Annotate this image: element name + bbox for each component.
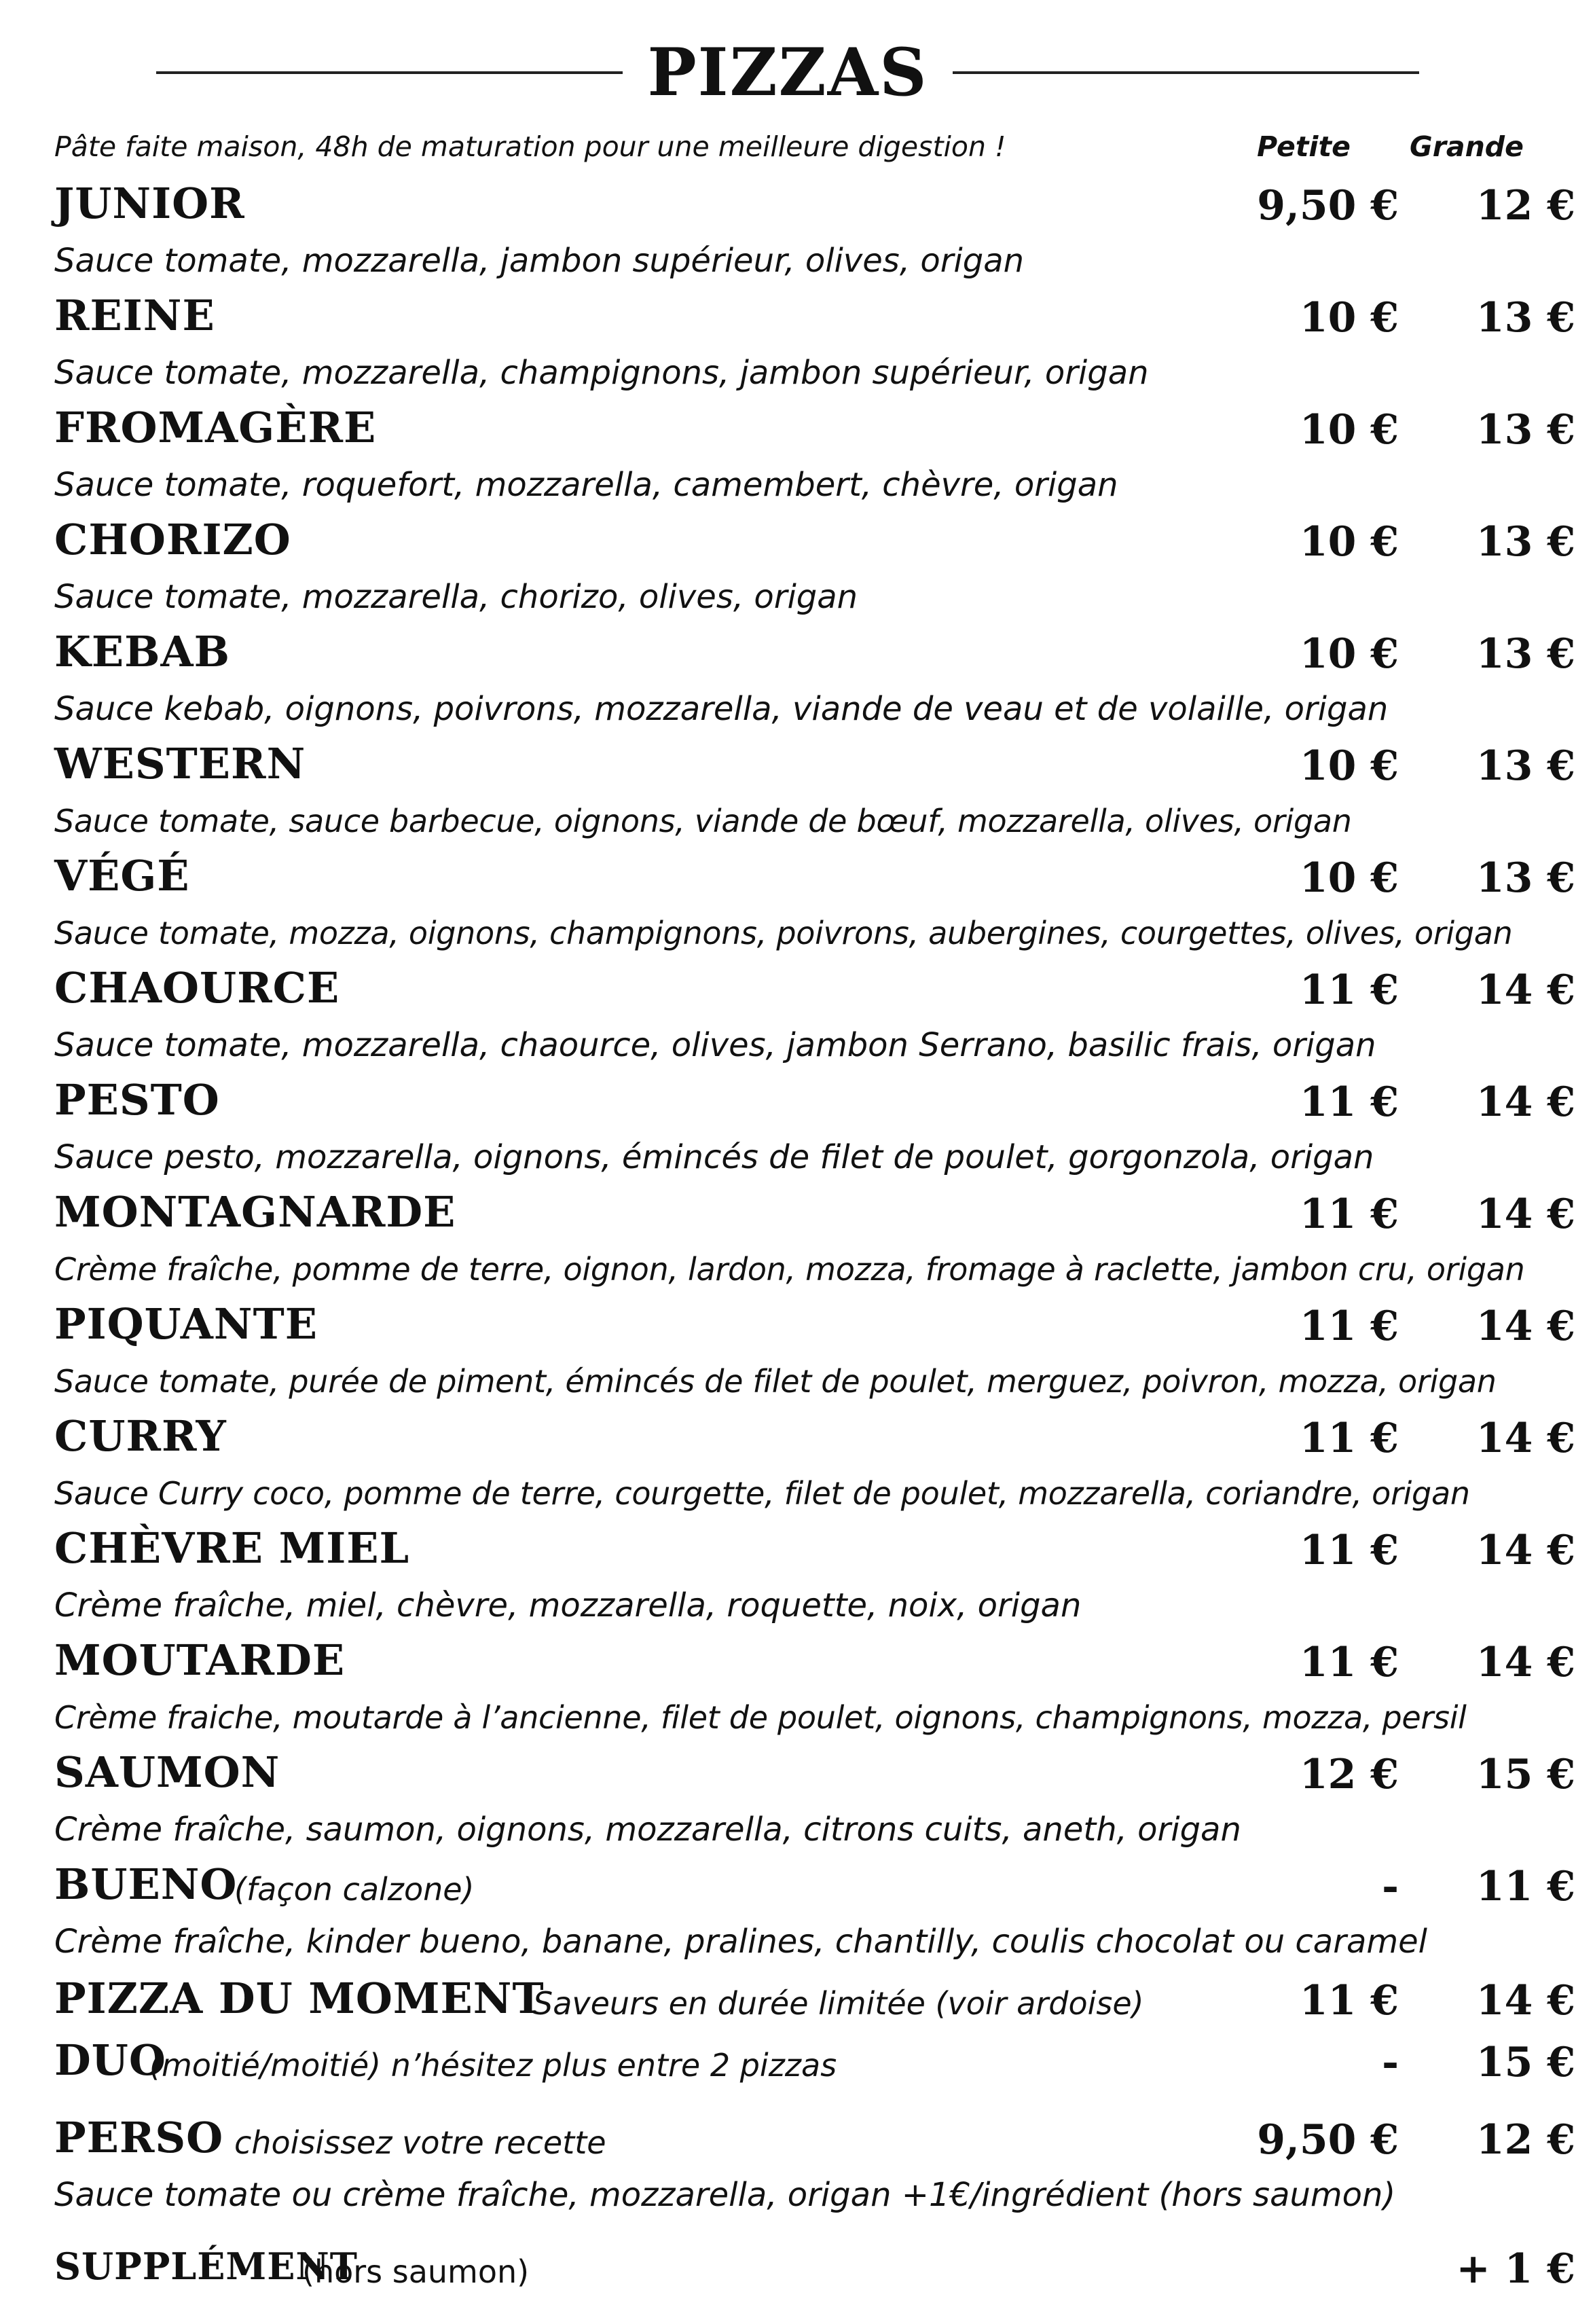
item-price-grande: 14 € — [1476, 1527, 1575, 1574]
item-price-petite: 11 € — [1299, 1078, 1399, 1126]
item-price-grande: 12 € — [1476, 182, 1575, 230]
item-price-grande: 14 € — [1476, 966, 1575, 1014]
item-description: Sauce tomate, purée de piment, émincés de filet de poulet, merguez, poivron, mozza, origan — [54, 1363, 1497, 1400]
item-description: Crème fraîche, pomme de terre, oignon, lardon, mozza, fromage à raclette, jambon cru, origan — [54, 1251, 1525, 1288]
item-price-petite: 11 € — [1299, 1639, 1399, 1686]
item-name: PESTO — [54, 1075, 220, 1125]
item-name: MOUTARDE — [54, 1635, 346, 1685]
item-name: VÉGÉ — [54, 851, 190, 901]
item-price-grande: 13 € — [1476, 742, 1575, 790]
item-price-grande: 14 € — [1476, 1191, 1575, 1238]
item-price-grande: 14 € — [1476, 1415, 1575, 1462]
menu-item-piquante — [54, 1299, 1575, 1410]
item-price-grande: 14 € — [1476, 1078, 1575, 1126]
item-name: CURRY — [54, 1411, 227, 1461]
item-name: CHÈVRE MIEL — [54, 1523, 410, 1573]
supplement-price: + 1 € — [1456, 2245, 1575, 2293]
item-price-petite: 11 € — [1299, 1977, 1399, 2025]
menu-item-chaource — [54, 962, 1575, 1074]
menu-item-chevre-miel — [54, 1523, 1575, 1634]
perso-note: choisissez votre recette — [234, 2124, 606, 2161]
item-price-grande: 13 € — [1476, 294, 1575, 342]
bueno-note: (façon calzone) — [234, 1871, 475, 1908]
item-price-petite: 9,50 € — [1257, 182, 1399, 230]
item-price-petite: 11 € — [1299, 1303, 1399, 1350]
page-title: PIZZAS — [647, 34, 928, 111]
item-name: MONTAGNARDE — [54, 1187, 456, 1237]
moment-note: Saveurs en durée limitée (voir ardoise) — [533, 1985, 1144, 2022]
item-price-petite: 10 € — [1299, 630, 1399, 678]
menu-item-supplement — [54, 2241, 1575, 2295]
item-description: Sauce tomate, mozzarella, champignons, jambon supérieur, origan — [54, 354, 1149, 392]
item-name: SAUMON — [54, 1747, 280, 1797]
title-rule-left — [156, 71, 623, 74]
item-price-petite: 11 € — [1299, 1191, 1399, 1238]
menu-item-pesto — [54, 1074, 1575, 1186]
item-name: REINE — [54, 291, 215, 340]
item-name: PERSO — [54, 2113, 224, 2162]
item-price-grande: 15 € — [1476, 1751, 1575, 1798]
item-price-grande: 14 € — [1476, 1977, 1575, 2025]
item-name: KEBAB — [54, 627, 231, 676]
menu-item-bueno — [54, 1859, 1575, 1970]
item-description: Sauce tomate, roquefort, mozzarella, camembert, chèvre, origan — [54, 466, 1118, 504]
item-price-petite: 10 € — [1299, 294, 1399, 342]
menu-item-junior — [54, 178, 1575, 289]
item-description: Sauce tomate, mozza, oignons, champignons, poivrons, aubergines, courgettes, olives, origan — [54, 915, 1513, 951]
item-price-petite: 10 € — [1299, 406, 1399, 454]
menu-item-reine — [54, 290, 1575, 401]
item-price-petite: 11 € — [1299, 966, 1399, 1014]
item-description: Crème fraîche, saumon, oignons, mozzarella, citrons cuits, aneth, origan — [54, 1811, 1241, 1849]
title-row — [156, 35, 1419, 110]
item-description: Sauce Curry coco, pomme de terre, courgette, filet de poulet, mozzarella, coriandre, origan — [54, 1475, 1470, 1512]
item-description: Sauce pesto, mozzarella, oignons, émincés de filet de poulet, gorgonzola, origan — [54, 1138, 1374, 1176]
item-price-petite: 10 € — [1299, 742, 1399, 790]
item-price-petite: 9,50 € — [1257, 2116, 1399, 2164]
item-description: Sauce kebab, oignons, poivrons, mozzarella, viande de veau et de volaille, origan — [54, 690, 1389, 728]
item-price-petite: - — [1382, 1863, 1399, 1910]
item-price-grande: 14 € — [1476, 1639, 1575, 1686]
menu-item-western — [54, 738, 1575, 850]
item-description: Crème fraiche, moutarde à l’ancienne, filet de poulet, oignons, champignons, mozza, persil — [54, 1699, 1467, 1736]
item-name: SUPPLÉMENT — [54, 2245, 358, 2288]
item-price-petite: 10 € — [1299, 518, 1399, 566]
item-price-grande: 11 € — [1476, 1863, 1575, 1910]
item-name — [54, 1859, 238, 1909]
item-price-grande: 13 € — [1476, 518, 1575, 566]
supplement-note: (hors saumon) — [302, 2253, 530, 2290]
item-name: CHORIZO — [54, 515, 291, 564]
menu-subtitle: Pâte faite maison, 48h de maturation pour une meilleure digestion ! — [54, 130, 1006, 163]
item-name: PIQUANTE — [54, 1299, 318, 1349]
menu-item-perso — [54, 2112, 1575, 2223]
item-price-grande: 13 € — [1476, 406, 1575, 454]
item-price-petite: 11 € — [1299, 1527, 1399, 1574]
item-name: PIZZA DU MOMENT — [54, 1974, 545, 2023]
menu-item-moutarde — [54, 1635, 1575, 1746]
item-price-grande: 14 € — [1476, 1303, 1575, 1350]
item-price-grande: 12 € — [1476, 2116, 1575, 2164]
item-description: Sauce tomate, mozzarella, chorizo, olives, origan — [54, 578, 858, 616]
menu-item-pizza-du-moment — [54, 1973, 1575, 2027]
item-price-petite: 11 € — [1299, 1415, 1399, 1462]
menu-item-vege — [54, 850, 1575, 962]
menu-item-chorizo — [54, 514, 1575, 625]
item-description: Crème fraîche, miel, chèvre, mozzarella, roquette, noix, origan — [54, 1586, 1082, 1624]
item-name: JUNIOR — [54, 179, 245, 228]
item-name: CHAOURCE — [54, 963, 340, 1013]
item-name: FROMAGÈRE — [54, 403, 377, 452]
duo-note: (moitié/moitié) n’hésitez plus entre 2 pizzas — [149, 2047, 837, 2084]
item-price-petite: 10 € — [1299, 854, 1399, 902]
item-name: WESTERN — [54, 739, 306, 788]
column-header-grande: Grande — [1410, 130, 1524, 163]
item-price-petite: - — [1382, 2039, 1399, 2086]
item-description: Sauce tomate ou crème fraîche, mozzarella, origan +1€/ingrédient (hors saumon) — [54, 2176, 1396, 2214]
item-name: DUO — [54, 2035, 166, 2085]
item-price-grande: 13 € — [1476, 854, 1575, 902]
item-description: Sauce tomate, mozzarella, chaource, olives, jambon Serrano, basilic frais, origan — [54, 1026, 1376, 1064]
item-price-grande: 15 € — [1476, 2039, 1575, 2086]
item-description: Sauce tomate, mozzarella, jambon supérieur, olives, origan — [54, 242, 1025, 280]
menu-item-curry — [54, 1411, 1575, 1522]
menu-item-kebab — [54, 626, 1575, 738]
item-price-grande: 13 € — [1476, 630, 1575, 678]
item-description: Sauce tomate, sauce barbecue, oignons, viande de bœuf, mozzarella, olives, origan — [54, 803, 1352, 839]
menu-item-montagnarde — [54, 1186, 1575, 1298]
menu-item-duo — [54, 2035, 1575, 2089]
title-rule-right — [953, 71, 1419, 74]
menu-item-fromagere — [54, 402, 1575, 513]
item-description: Crème fraîche, kinder bueno, banane, pralines, chantilly, coulis chocolat ou caramel — [54, 1923, 1427, 1961]
bueno-name: BUENO — [54, 1859, 238, 1909]
item-price-petite: 12 € — [1299, 1751, 1399, 1798]
column-header-petite: Petite — [1257, 130, 1351, 163]
menu-item-saumon — [54, 1747, 1575, 1858]
